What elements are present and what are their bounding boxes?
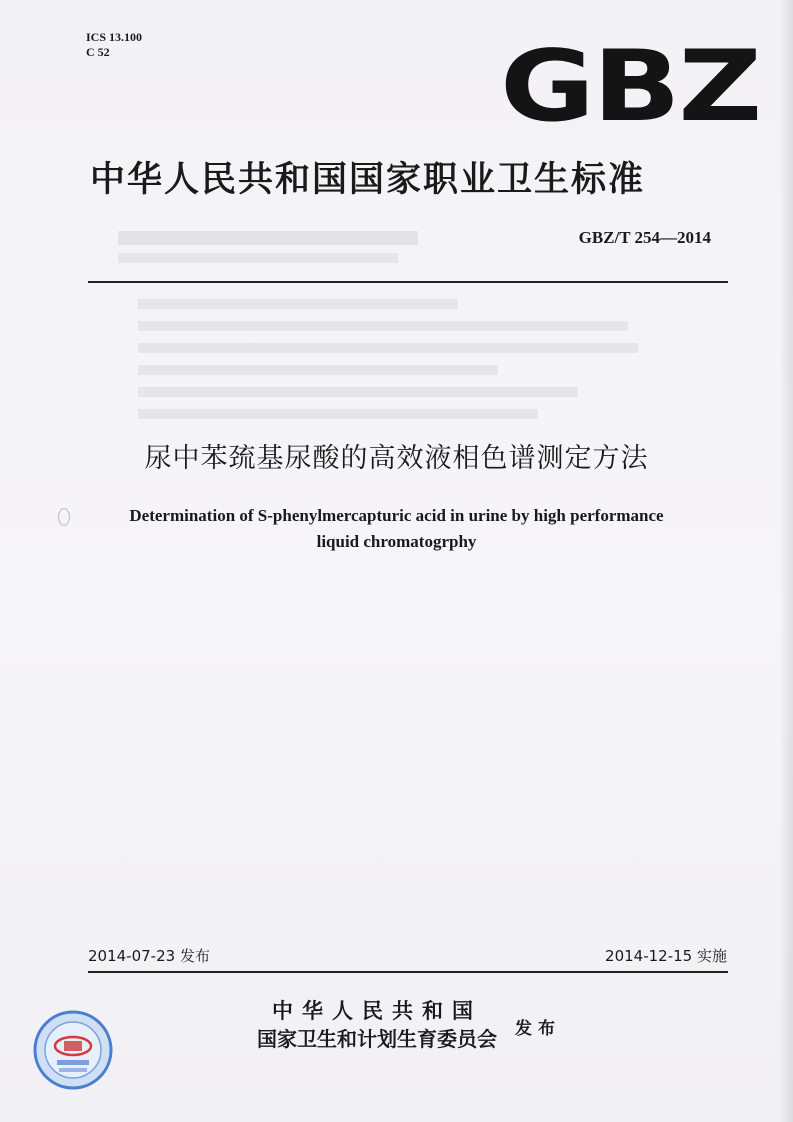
ics-code: ICS 13.100 (86, 30, 143, 44)
standard-name: 中华人民共和国国家职业卫生标准 (90, 160, 646, 200)
issue-date: 2014-07-23 发布 (88, 947, 210, 965)
footer-rule (88, 971, 728, 973)
show-through-text (118, 225, 638, 427)
issuer-commission: 国家卫生和计划生育委员会 (257, 1027, 497, 1051)
header-rule (88, 281, 728, 283)
title-english-line1: Determination of S-phenylmercapturic acid in urine by high performance (129, 506, 664, 525)
issuer-country: 中华人民共和国 (272, 999, 482, 1023)
title-english-line2: liquid chromatogrphy (316, 532, 477, 551)
title-english (90, 503, 703, 555)
punch-mark (58, 508, 70, 526)
standard-number: GBZ/T 254—2014 (578, 228, 711, 247)
page-edge-shadow (779, 0, 793, 1122)
title-chinese: 尿中苯巯基尿酸的高效液相色谱测定方法 (144, 443, 649, 474)
classification-codes (86, 30, 142, 60)
publish-label: 发布 (515, 1019, 561, 1039)
issuing-authority (247, 997, 507, 1053)
ccs-code: C 52 (86, 45, 110, 59)
gbz-logo: GBZ (500, 30, 760, 144)
implement-date: 2014-12-15 实施 (605, 947, 727, 965)
anti-counterfeit-seal-icon (33, 1010, 113, 1090)
